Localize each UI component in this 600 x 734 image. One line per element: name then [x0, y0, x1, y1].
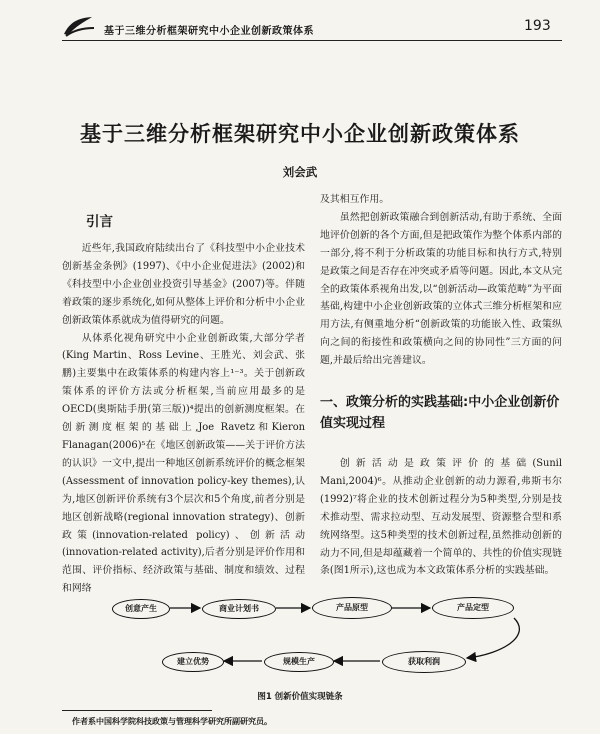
figure-value-chain [62, 596, 562, 686]
node-mass-production: 规模生产 [264, 652, 334, 672]
article-title: 基于三维分析框架研究中小企业创新政策体系 [80, 121, 520, 146]
section-1-paragraph: 创新活动是政策评价的基础(Sunil Mani,2004)⁶。从推动企业创新的动力源看,弗斯韦尔(1992)⁷将企业的技术创新过程分为5种类型,分别是技术推动型、需求拉动型、互动发展型、资源整合型和系统网络型。这5种类型的技术创新过程,虽然推动创新的动力不同,但是却蕴藏着一个简单的、共性的价值实现链条(图1所示),这也成为本文政策体系分析的实践基础。 [320, 458, 562, 577]
left-column [62, 240, 305, 598]
node-profit: 获取利润 [382, 651, 466, 673]
footnote-rule [62, 710, 212, 711]
node-build-advantage: 建立优势 [162, 652, 224, 672]
node-prototype: 产品原型 [312, 597, 392, 619]
right-column [320, 191, 562, 370]
section-1-body [320, 455, 562, 580]
section-1-heading: 一、政策分析的实践基础:中小企业创新价值实现过程 [320, 395, 560, 431]
continuation-line: 及其相互作用。 [320, 194, 390, 205]
node-business-plan: 商业计划书 [202, 599, 276, 619]
node-product-finalized: 产品定型 [432, 597, 514, 619]
intro-heading: 引言 [86, 214, 113, 230]
header-rule [62, 40, 562, 41]
intro-paragraph-2: 从体系化视角研究中小企业创新政策,大部分学者(King Martin、Ross Levine、王胜光、刘会武、张鹏)主要集中在政策体系的构建内容上¹⁻³。关于创新政策体系的评价方法或分析框架,当前应用最多的是OECD(奥斯陆手册(第三版))⁴提出的创新测度框架。在创新测度框架的基础上,Joe Ravetz和Kieron Flanagan(2006)⁵在《地区创新政策——关于评价方法的认识》一文中,提出一种地区创新系统评价的概念框架(Assessment of innovation policy-key themes),认为,地区创新评价系统有3个层次和5个角度,前者分别是地区创新战略(regional innovation strategy)、创新政策(innovation-related policy)、创新活动(innovation-related activity),后者分别是评价作用和范围、评价指标、经济政策与基础、制度和绩效、过程和网络 [62, 332, 305, 595]
arrow-4-5 [467, 618, 519, 658]
author-footnote: 作者系中国科学院科技政策与管理科学研究所副研究员。 [72, 717, 272, 726]
intro-paragraph-1: 近些年,我国政府陆续出台了《科技型中小企业技术创新基金条例》(1997)、《中小企业促进法》(2002)和《科技型中小企业创业投资引导基金》(2007)等。伴随着政策的逐步系统化,如何从整体上评价和分析中小企业创新政策体系就成为值得研究的问题。 [62, 243, 305, 326]
right-paragraph-1: 虽然把创新政策融合到创新活动,有助于系统、全面地评价创新的各个方面,但是把政策作为整个体系内部的一部分,将不利于分析政策的功能目标和执行方式,特别是政策之间是否存在冲突或矛盾等问题。因此,本文从完全的政策体系视角出发,以“创新活动—政策范畴”为平面基础,构建中小企业创新政策的立体式三维分析框架和应用方法,有侧重地分析“创新政策的功能嵌入性、政策纵向之间的衔接性和政策横向之间的协同性”三方面的问题,并最后给出完善建议。 [320, 211, 562, 367]
figure-caption: 图1 创新价值实现链条 [257, 692, 343, 702]
running-header: 基于三维分析框架研究中小企业创新政策体系 [104, 26, 314, 37]
node-idea-generation: 创意产生 [112, 599, 170, 619]
article-author: 刘会武 [282, 165, 318, 179]
page-number: 193 [524, 18, 551, 34]
journal-logo-icon [62, 14, 96, 38]
